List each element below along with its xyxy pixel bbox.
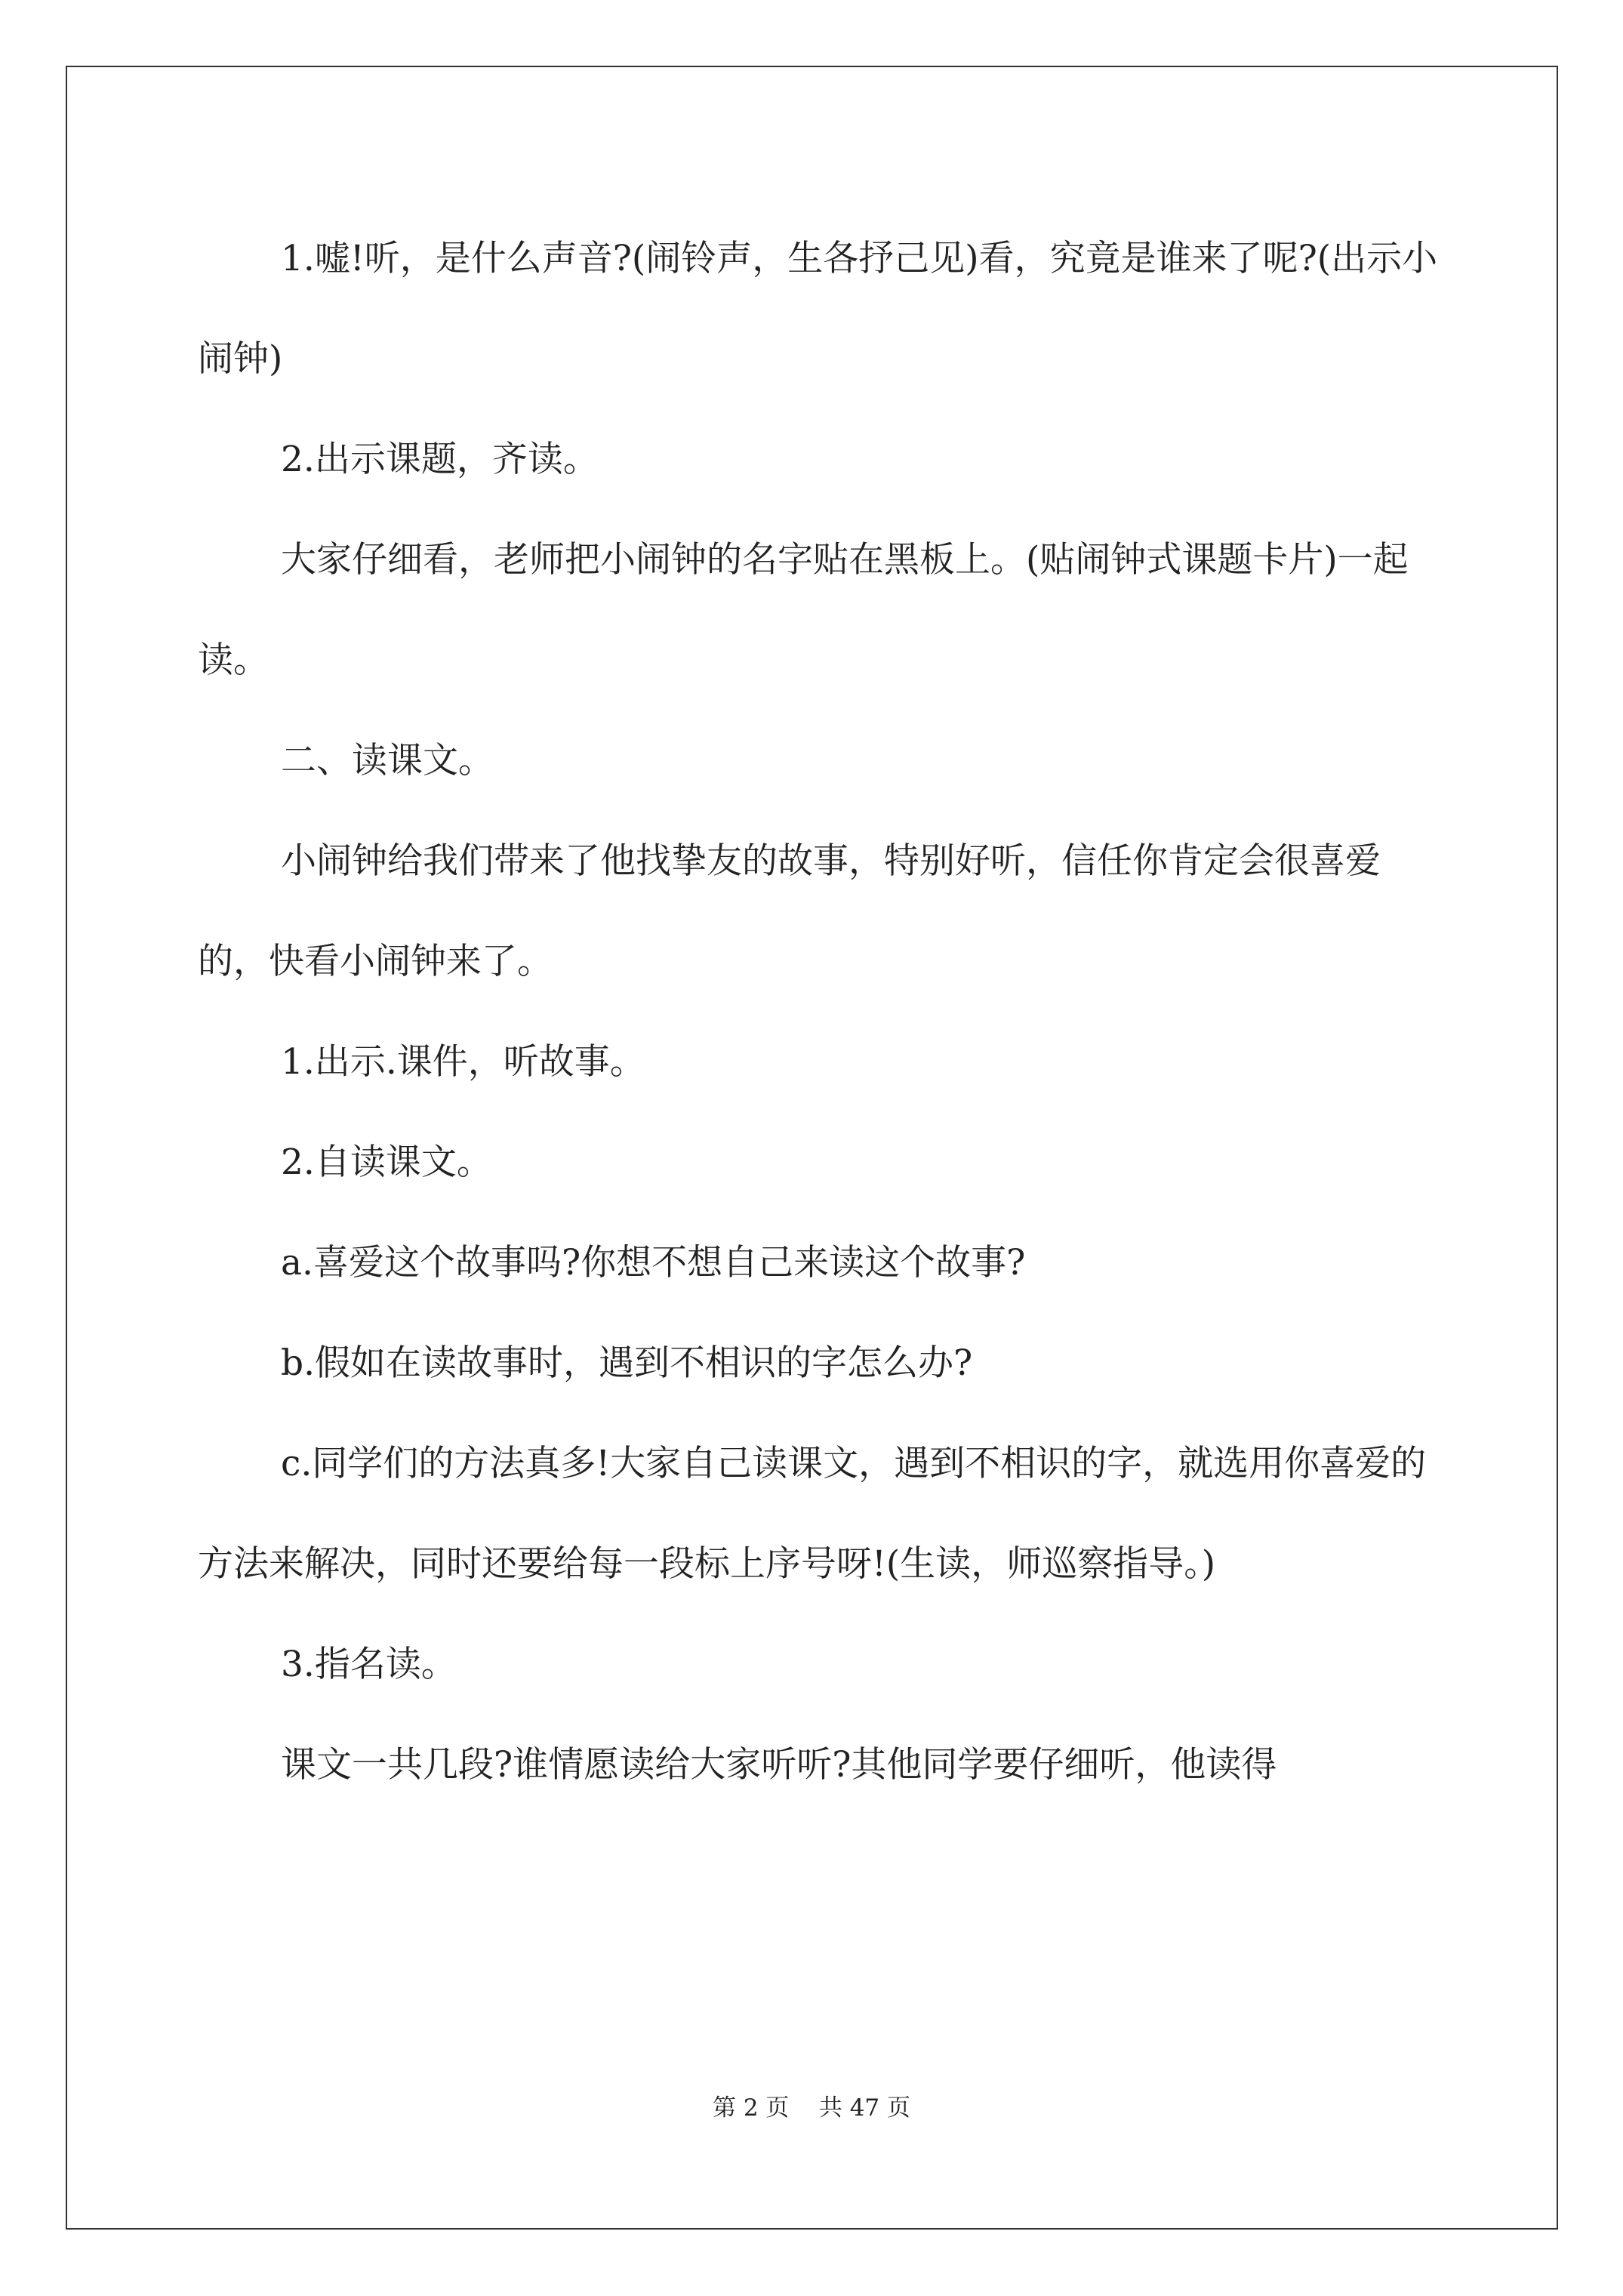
paragraph: 1.出示.课件，听故事。 (281, 1041, 645, 1083)
paragraph: 3.指名读。 (281, 1644, 457, 1685)
document-body (198, 208, 1443, 1815)
paragraph: 课文一共几段?谁情愿读给大家听听?其他同学要仔细听，他读得 (281, 1744, 1277, 1786)
paragraph: 大家仔细看，老师把小闹钟的名字贴在黑板上。(贴闹钟式课题卡片)一起读。 (198, 539, 1409, 681)
paragraph: c.同学们的方法真多!大家自己读课文，遇到不相识的字，就选用你喜爱的方法来解决，同时还要给每一段标上序号呀!(生读，师巡察指导。) (198, 1443, 1427, 1585)
paragraph: 2.自读课文。 (281, 1142, 492, 1183)
paragraph: 2.出示课题，齐读。 (281, 439, 599, 480)
paragraph: b.假如在读故事时，遇到不相识的字怎么办? (281, 1342, 973, 1384)
page-total: 共 47 页 (818, 2094, 910, 2122)
page-number: 第 2 页 (712, 2094, 790, 2122)
paragraph: a.喜爱这个故事吗?你想不想自己来读这个故事? (281, 1242, 1026, 1284)
page-footer (0, 2088, 1623, 2122)
paragraph: 二、读课文。 (281, 740, 494, 781)
paragraph: 小闹钟给我们带来了他找挚友的故事，特别好听，信任你肯定会很喜爱的，快看小闹钟来了。 (198, 840, 1381, 982)
paragraph: 1.嘘!听，是什么声音?(闹铃声，生各抒己见)看，究竟是谁来了呢?(出示小闹钟) (198, 238, 1438, 380)
